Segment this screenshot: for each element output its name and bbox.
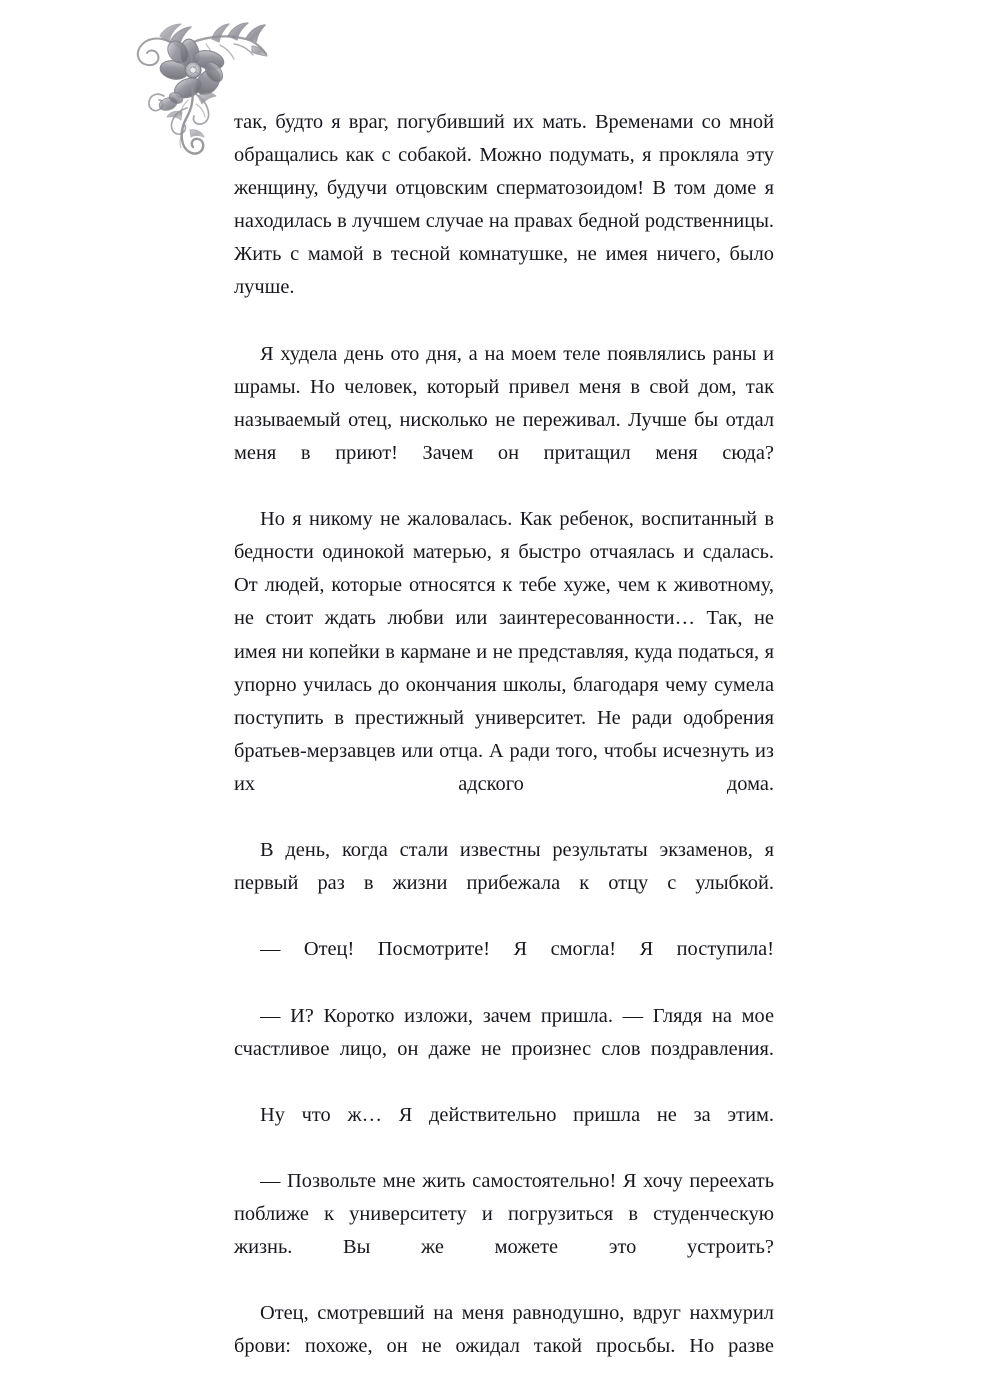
paragraph: Ну что ж… Я действительно пришла не за этим.: [260, 1103, 774, 1126]
paragraph: Но я никому не жаловалась. Как ребенок, воспитанный в бедности одинокой матерью, я быстро отчаялась и сдалась. От людей, которые относятся к тебе хуже, чем к животному, не стоит ждать любви или заинтересованности… Так, не имея ни копейки в кармане и не представляя, куда податься, я упорно училась до окончания школы, благодаря чему сумела поступить в престижный университет. Не ради одобрения братьев-мерзавцев или отца. А ради того, чтобы исчезнуть из их адского дома.: [234, 508, 774, 795]
dialogue-line: — Позвольте мне жить самостоятельно! Я хочу переехать поближе к университету и погрузиться в студенческую жизнь. Вы же можете это устроить?: [234, 1170, 774, 1259]
dialogue-line: — Отец! Посмотрите! Я смогла! Я поступила!: [260, 938, 774, 961]
paragraph: Я худела день ото дня, а на моем теле появлялись раны и шрамы. Но человек, который привел меня в свой дом, так называемый отец, нисколько не переживал. Лучше бы отдал меня в приют! Зачем он притащил меня сюда?: [234, 342, 774, 464]
dialogue-line: — И? Коротко изложи, зачем пришла. — Глядя на мое счастливое лицо, он даже не произнес слов поздравления.: [234, 1004, 774, 1060]
paragraph-continuation: так, будто я враг, погубивший их мать. Временами со мной обращались как с собакой. Можно подумать, я прокляла эту женщину, будучи отцовским сперматозоидом! В том доме я находилась в лучшем случае на правах бедной родственницы. Жить с мамой в тесной комнатушке, не имея ничего, было лучше.: [234, 111, 774, 299]
paragraph-last: Отец, смотревший на меня равнодушно, вдруг нахмурил брови: похоже, он не ожидал такой просьбы. Но разве: [234, 1302, 774, 1358]
body-text-column: [234, 106, 774, 1397]
paragraph: В день, когда стали известны результаты экзаменов, я первый раз в жизни прибежала к отцу с улыбкой.: [234, 839, 774, 895]
